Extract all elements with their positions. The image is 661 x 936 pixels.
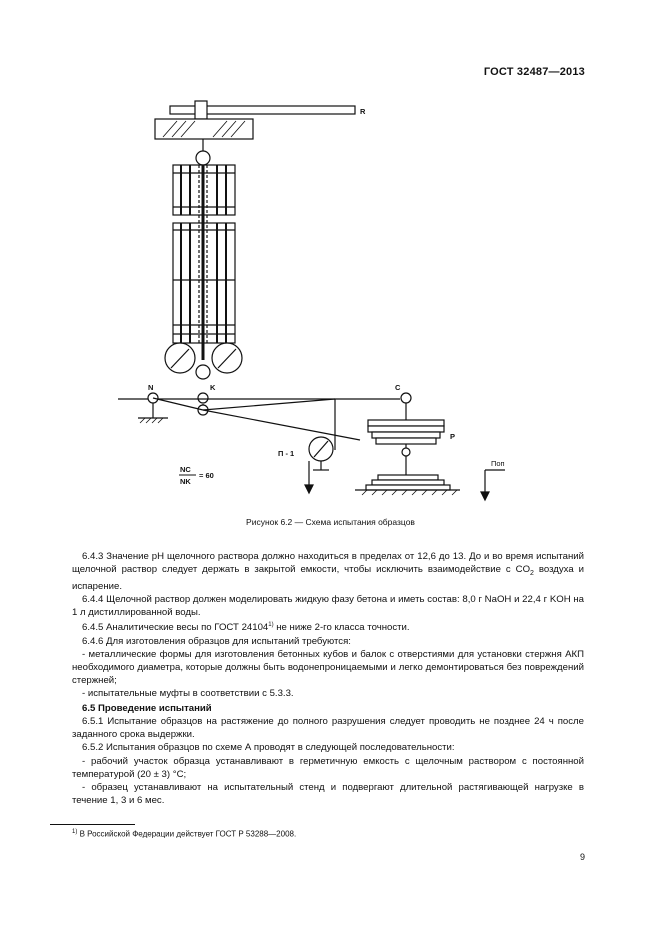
top-hook (196, 151, 210, 165)
label-k: K (210, 383, 216, 392)
paragraph-6-4-4: 6.4.4 Щелочной раствор должен моделировать жидкую фазу бетона и иметь состав: 8,0 г NaOH и 22,4 г KOH на 1 л дистиллированной воды. (72, 594, 584, 619)
figure-caption: Рисунок 6.2 — Схема испытания образцов (246, 517, 415, 527)
footnote-divider (50, 824, 135, 825)
footnote: $^{1)}$ В Российской Федерации действует ГОСТ Р 53288—2008. (72, 829, 297, 839)
list-item: - образец устанавливают на испытательный стенд и подвергают длительной растягивающей нагрузке в течение 1, 3 и 6 мес. (72, 781, 584, 806)
label-pop: Поп (491, 459, 505, 468)
ratio-denominator: NK (180, 477, 191, 486)
label-p: P (450, 432, 456, 441)
joint-c (401, 393, 411, 403)
ratio-numerator: NC (180, 465, 191, 474)
lever-clamp (195, 101, 207, 119)
list-item: - металлические формы для изготовления бетонных кубов и балок с отверстиями для установки стержня АКП необходимого диаметра, которые должны быть водонепроницаемыми и легко демонтироваться без повреждений стержней; (72, 648, 584, 686)
paragraph-6-4-3: 6.4.3 Значение pH щелочного раствора должно находиться в пределах от 12,6 до 13. До и во время испытаний щелочной раствор следует держать в закрытой емкости, чтобы исключить взаимодействие с $CO_2$ воздуха и испарение. (72, 551, 585, 593)
list-item: - рабочий участок образца устанавливают в герметичную емкость с щелочным раствором с постоянной температурой (20 ± 3) °С; (72, 755, 584, 780)
paragraph-6-5-1: 6.5.1 Испытание образцов на растяжение до полного разрушения следует проводить не позднее 24 ч после заданного срока выдержки. (72, 716, 584, 741)
weight-stack-p (368, 420, 444, 426)
section-heading-6-5: 6.5 Проведение испытаний (82, 703, 212, 715)
label-p1: П - 1 (278, 449, 295, 458)
document-header: ГОСТ 32487—2013 (483, 66, 585, 78)
ratio-value: = 60 (199, 471, 214, 480)
joint-k (198, 393, 208, 403)
list-item: - испытательные муфты в соответствии с 5.3.3. (82, 688, 294, 700)
label-r: R (360, 107, 366, 116)
page-number: 9 (579, 852, 585, 862)
paragraph-6-5-2: 6.5.2 Испытания образцов по схеме А проводят в следующей последовательности: (82, 742, 455, 754)
label-c: C (395, 383, 401, 392)
bottom-hook (196, 365, 210, 379)
base-stack (378, 475, 438, 480)
body-text (72, 550, 584, 807)
label-n: N (148, 383, 154, 392)
paragraph-6-4-6: 6.4.6 Для изготовления образцов для испытаний требуются: (82, 635, 351, 647)
paragraph-6-4-5: 6.4.5 Аналитические весы по ГОСТ 24104$^{1)}$ не ниже 2-го класса точности. (82, 622, 410, 634)
